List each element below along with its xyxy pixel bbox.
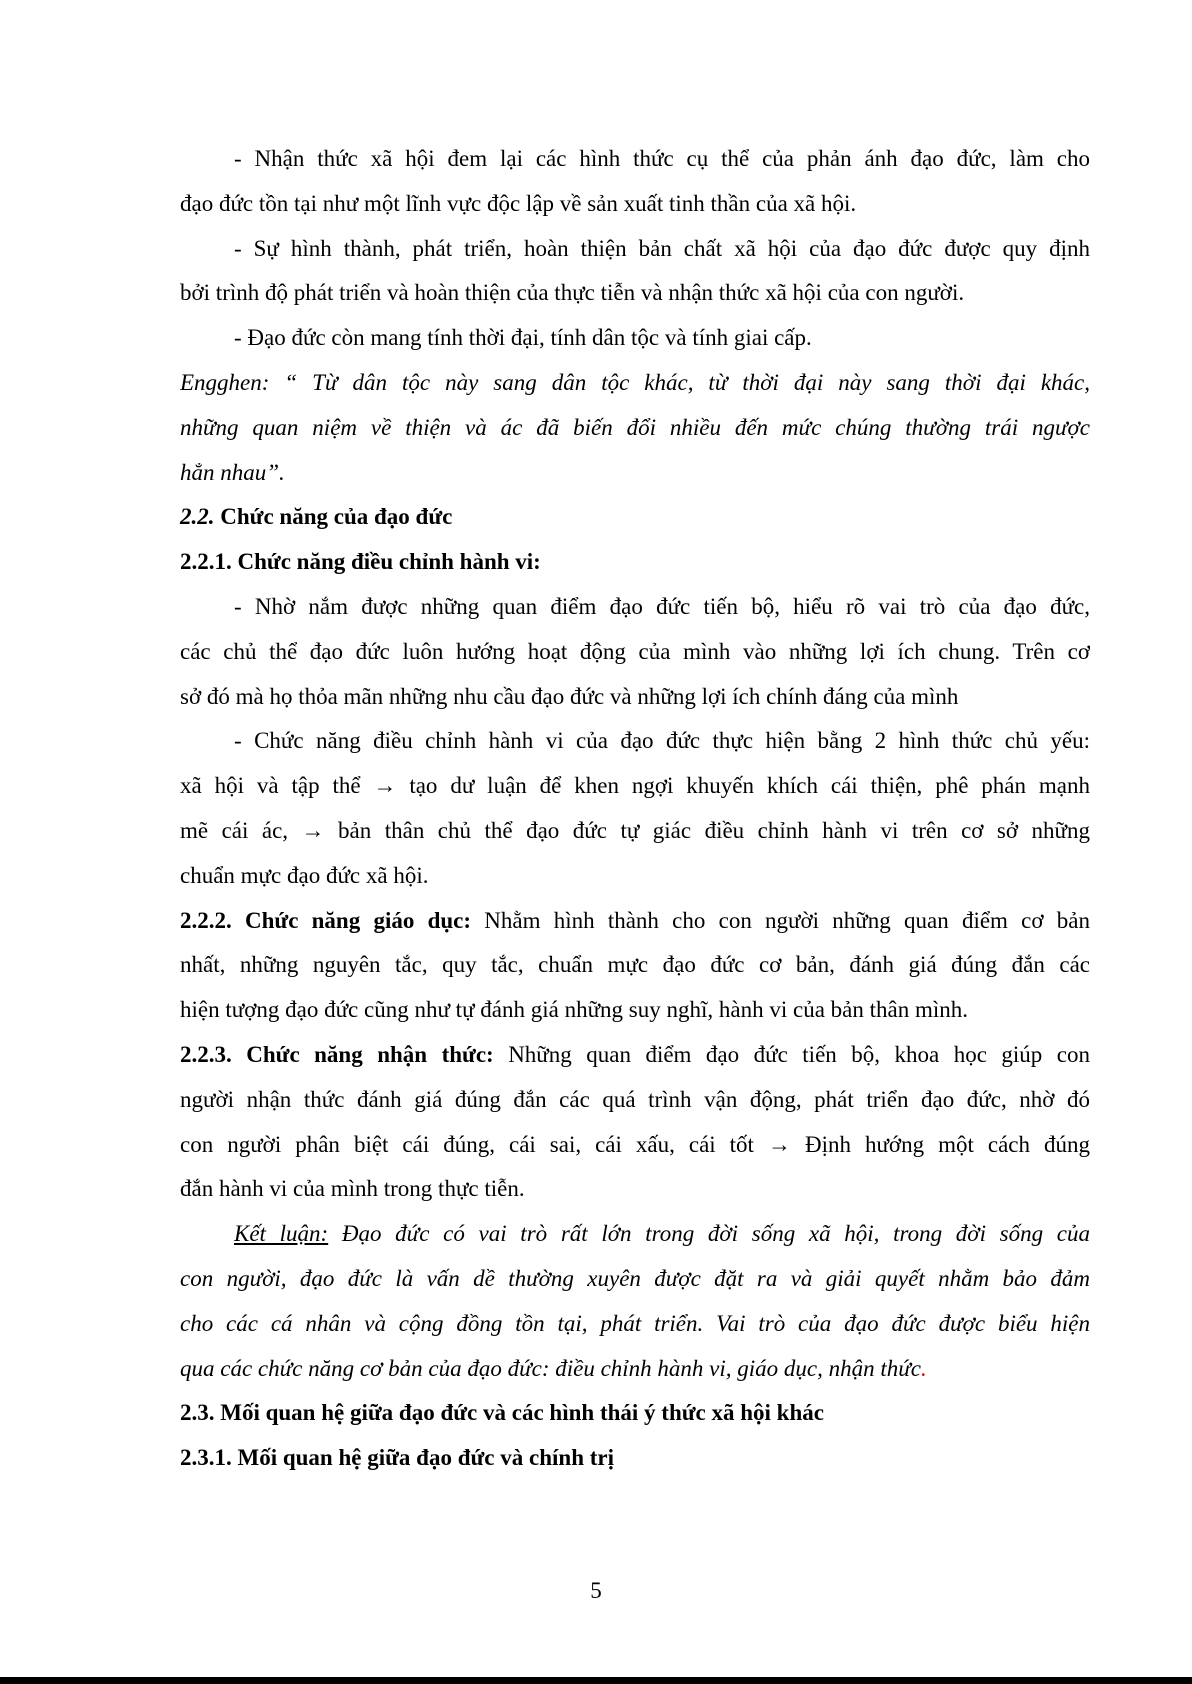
text-span: . — [921, 1355, 927, 1381]
text-span: con người phân biệt cái đúng, cái sai, cái xấu, cái tốt → Định hướng một cách đúng — [180, 1131, 1090, 1157]
text-span: - Đạo đức còn mang tính thời đại, tính dân tộc và tính giai cấp. — [234, 325, 812, 351]
heading-text: 2.2.1. Chức năng điều chỉnh hành vi: — [180, 549, 541, 575]
document-body — [180, 137, 1090, 1481]
text-span: những quan niệm về thiện và ác đã biến đổi nhiều đến mức chúng thường trái ngược — [180, 414, 1090, 440]
text-span: Engghen: “ Từ dân tộc này sang dân tộc khác, từ thời đại này sang thời đại khác, — [180, 369, 1090, 395]
text-line — [180, 1123, 1090, 1168]
text-span: Nhằm hình thành cho con người những quan điểm cơ bản — [471, 907, 1090, 933]
text-span: bởi trình độ phát triển và hoàn thiện của thực tiễn và nhận thức xã hội của con người. — [180, 280, 965, 306]
text-line — [180, 988, 1090, 1033]
text-span: đắn hành vi của mình trong thực tiễn. — [180, 1176, 525, 1202]
heading-text: Chức năng của đạo đức — [214, 504, 453, 530]
text-span: đạo đức tồn tại như một lĩnh vực độc lập về sản xuất tinh thần của xã hội. — [180, 190, 857, 216]
text-span: sở đó mà họ thỏa mãn những nhu cầu đạo đức và những lợi ích chính đáng của mình — [180, 683, 959, 709]
heading-text: 2.2. — [180, 504, 215, 530]
text-line — [180, 675, 1090, 720]
text-line — [180, 361, 1090, 406]
page-number: 5 — [590, 1578, 602, 1603]
text-span: cho các cá nhân và cộng đồng tồn tại, phát triển. Vai trò của đạo đức được biểu hiện — [180, 1310, 1090, 1336]
text-span: - Nhận thức xã hội đem lại các hình thức cụ thể của phản ánh đạo đức, làm cho — [234, 146, 1090, 171]
text-span: qua các chức năng cơ bản của đạo đức: điều chỉnh hành vi, giáo dục, nhận thức — [180, 1355, 922, 1381]
text-line — [180, 943, 1090, 988]
text-line — [180, 1078, 1090, 1123]
text-line — [180, 1347, 1090, 1392]
text-line — [180, 406, 1090, 451]
text-line — [180, 719, 1090, 764]
text-line — [180, 540, 1090, 585]
text-span: chuẩn mực đạo đức xã hội. — [180, 862, 429, 888]
text-span: Những quan điểm đạo đức tiến bộ, khoa học giúp con — [493, 1041, 1090, 1067]
text-span: hẳn nhau”. — [180, 459, 285, 485]
text-line — [180, 1257, 1090, 1302]
text-span: Kết luận: — [234, 1221, 329, 1247]
text-line — [180, 899, 1090, 944]
text-line — [180, 1436, 1090, 1481]
text-line — [180, 451, 1090, 496]
text-line — [180, 182, 1090, 227]
text-span: hiện tượng đạo đức cũng như tự đánh giá những suy nghĩ, hành vi của bản thân mình. — [180, 997, 968, 1023]
text-line — [180, 1212, 1090, 1257]
text-line — [180, 854, 1090, 899]
text-span: Đạo đức có vai trò rất lớn trong đời sống xã hội, trong đời sống của — [328, 1221, 1090, 1247]
text-line — [180, 1391, 1090, 1436]
text-span: xã hội và tập thể → tạo dư luận để khen ngợi khuyến khích cái thiện, phê phán mạnh — [180, 773, 1090, 799]
text-line — [180, 316, 1090, 361]
text-span: con người, đạo đức là vấn dề thường xuyên được đặt ra và giải quyết nhằm bảo đảm — [180, 1265, 1090, 1291]
text-line — [180, 630, 1090, 675]
text-span: - Sự hình thành, phát triển, hoàn thiện bản chất xã hội của đạo đức được quy định — [234, 235, 1090, 261]
text-line — [180, 227, 1090, 272]
text-span: nhất, những nguyên tắc, quy tắc, chuẩn mực đạo đức cơ bản, đánh giá đúng đắn các — [180, 952, 1090, 978]
text-line — [180, 1302, 1090, 1347]
text-span: các chủ thể đạo đức luôn hướng hoạt động của mình vào những lợi ích chung. Trên cơ — [180, 638, 1090, 664]
text-line — [180, 1167, 1090, 1212]
page-bottom-border — [0, 1677, 1192, 1684]
text-line — [180, 764, 1090, 809]
text-span: người nhận thức đánh giá đúng đắn các quá trình vận động, phát triển đạo đức, nhờ đó — [180, 1086, 1090, 1112]
text-line — [180, 495, 1090, 540]
text-span: mẽ cái ác, → bản thân chủ thể đạo đức tự giác điều chỉnh hành vi trên cơ sở những — [180, 817, 1090, 843]
heading-text: 2.2.2. Chức năng giáo dục: — [180, 907, 472, 933]
heading-text: 2.2.3. Chức năng nhận thức: — [180, 1041, 494, 1067]
text-span: - Nhờ nắm được những quan điểm đạo đức tiến bộ, hiểu rõ vai trò của đạo đức, — [234, 593, 1090, 619]
text-line — [180, 271, 1090, 316]
heading-text: 2.3. Mối quan hệ giữa đạo đức và các hình thái ý thức xã hội khác — [180, 1400, 824, 1426]
text-line — [180, 137, 1090, 182]
text-line — [180, 1033, 1090, 1078]
heading-text: 2.3.1. Mối quan hệ giữa đạo đức và chính trị — [180, 1445, 614, 1471]
text-span: - Chức năng điều chỉnh hành vi của đạo đức thực hiện bằng 2 hình thức chủ yếu: — [234, 728, 1090, 754]
text-line — [180, 585, 1090, 630]
text-line — [180, 809, 1090, 854]
